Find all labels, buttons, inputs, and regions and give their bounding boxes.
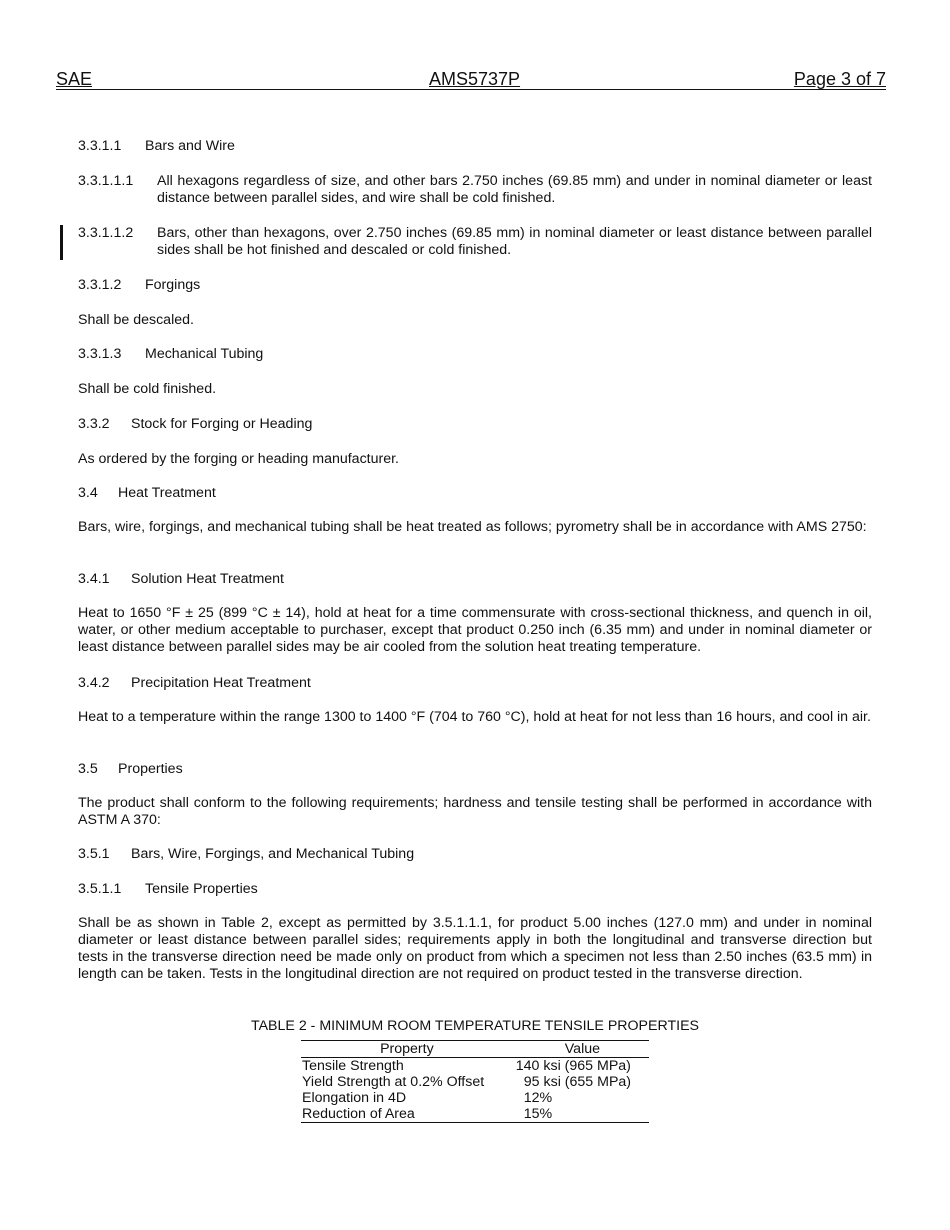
table-cell-property: Elongation in 4D [302,1090,407,1106]
table-header-row [301,1041,649,1058]
section-text-3-3-1-2: Shall be descaled. [78,312,194,328]
table-cell-value: 12% [523,1090,553,1106]
table-cell-value: 140 ksi (965 MPa) [515,1058,631,1074]
table-cell-property: Tensile Strength [302,1058,404,1074]
header-org: SAE [56,69,93,89]
table-header-cell: Property [301,1041,512,1058]
table-header-cell: Value [512,1041,649,1058]
header-page-number: Page 3 of 7 [793,69,886,89]
section-heading-3-4-1: 3.4.1 Solution Heat Treatment [78,571,284,587]
section-heading-3-3-1-3: 3.3.1.3 Mechanical Tubing [78,346,264,362]
section-text-3-4-1: Heat to 1650 °F ± 25 (899 °C ± 14), hold at heat for a time commensurate with cross-sectional thickness, and quench in oil, water, or other medium acceptable to purchaser, except that product 0.250 inch (6.35 mm) and under in nominal diameter or least distance between parallel sides may be air cooled from the solution heat treating temperature. [78,605,872,655]
section-heading-3-3-1-1: 3.3.1.1 Bars and Wire [78,138,235,154]
section-text-3-4: Bars, wire, forgings, and mechanical tubing shall be heat treated as follows; pyrometry shall be in accordance with AMS 2750: [78,519,867,535]
page-header [56,69,886,90]
section-heading-3-5: 3.5 Properties [78,761,183,777]
section-heading-3-4-2: 3.4.2 Precipitation Heat Treatment [78,675,311,691]
section-heading-3-3-2: 3.3.2 Stock for Forging or Heading [78,416,313,432]
section-3-3-1-1-1: 3.3.1.1.1 All hexagons regardless of size, and other bars 2.750 inches (69.85 mm) and under in nominal diameter or least distance between parallel sides, and wire shall be cold finished. [78,173,872,206]
section-3-3-1-1-2: 3.3.1.1.2 Bars, other than hexagons, over 2.750 inches (69.85 mm) in nominal diameter or least distance between parallel sides shall be hot finished and descaled or cold finished. [78,225,872,258]
table-cell-value: 95 ksi (655 MPa) [523,1074,632,1090]
section-text-3-3-2: As ordered by the forging or heading manufacturer. [78,451,399,467]
table-cell-property: Yield Strength at 0.2% Offset [302,1074,485,1090]
table-row [301,1106,649,1123]
section-heading-3-4: 3.4 Heat Treatment [78,485,216,501]
table-row [301,1058,649,1075]
table-caption: TABLE 2 - MINIMUM ROOM TEMPERATURE TENSILE PROPERTIES [250,1018,700,1034]
header-doc-number: AMS5737P [429,69,521,89]
section-text-3-5: The product shall conform to the following requirements; hardness and tensile testing shall be performed in accordance with ASTM A 370: [78,795,872,828]
section-heading-3-3-1-2: 3.3.1.2 Forgings [78,277,201,293]
table-cell-property: Reduction of Area [301,1106,512,1123]
table-row [301,1074,649,1090]
section-text-3-3-1-3: Shall be cold finished. [78,381,217,397]
table-cell-value: 15% [512,1106,649,1123]
revision-change-bar [60,225,63,260]
section-heading-3-5-1-1: 3.5.1.1 Tensile Properties [78,881,258,897]
section-text-3-4-2: Heat to a temperature within the range 1300 to 1400 °F (704 to 760 °C), hold at heat for not less than 16 hours, and cool in air. [78,709,871,725]
section-heading-3-5-1: 3.5.1 Bars, Wire, Forgings, and Mechanical Tubing [78,846,415,862]
section-text-3-5-1-1: Shall be as shown in Table 2, except as permitted by 3.5.1.1.1, for product 5.00 inches (127.0 mm) and under in nominal diameter or least distance between parallel sides; requirements apply in both the longitudinal and transverse direction but tests in the transverse direction need be made only on product from which a specimen not less than 2.50 inches (63.5 mm) in length can be taken. Tests in the longitudinal direction are not required on product tested in the transverse direction. [78,915,872,982]
table-row [301,1090,649,1106]
tensile-properties-table [301,1040,649,1123]
